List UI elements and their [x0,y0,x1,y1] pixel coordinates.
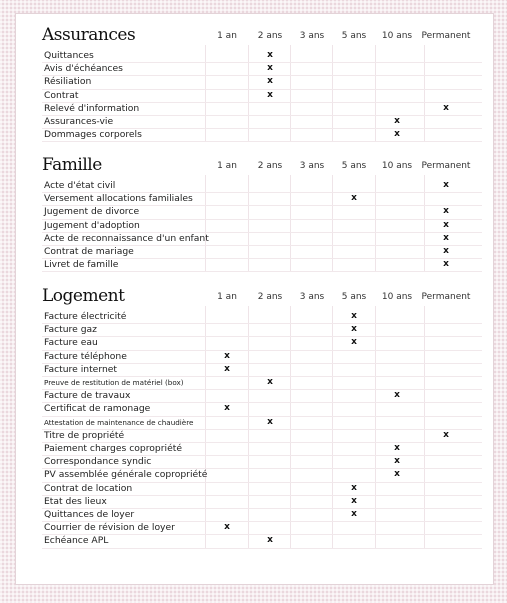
column-header: 3 ans [299,161,325,171]
table-row [16,232,493,245]
retention-mark: x [394,469,400,480]
table-row [16,258,493,271]
retention-mark: x [443,180,449,190]
table-row [16,89,493,102]
retention-mark: x [267,377,273,387]
row-label: Relevé d'information [44,102,140,114]
row-label: Facture gaz [44,324,97,336]
row-label: Paiement charges copropriété [44,443,182,454]
row-label: Courrier de révision de loyer [44,522,175,534]
retention-mark: x [267,416,273,427]
column-header: 1 an [217,161,237,171]
column-header: Permanent [421,292,471,302]
row-label: PV assemblée générale copropriété [44,469,208,481]
retention-mark: x [267,89,273,100]
table-row [16,376,493,389]
retention-mark: x [351,482,357,493]
table-row [16,102,493,115]
retention-mark: x [443,219,449,230]
retention-mark: x [224,403,230,414]
section-famille [16,155,493,275]
row-label: Livret de famille [44,259,119,271]
table-row [16,179,493,192]
column-header: 2 ans [257,31,283,41]
table-row [16,429,493,442]
retention-mark: x [443,429,449,440]
document-sheet [16,14,493,584]
row-label: Quittances de loyer [44,509,135,520]
retention-mark: x [267,50,273,60]
column-header: Permanent [421,161,471,171]
table-row [16,402,493,415]
table-row [16,389,493,402]
table-row [16,534,493,547]
column-header: 2 ans [257,161,283,171]
column-header: Permanent [421,31,471,41]
section-assurances [16,25,493,145]
retention-mark: x [394,390,400,401]
column-header: 3 ans [299,292,325,302]
retention-mark: x [394,116,400,126]
retention-mark: x [394,129,400,140]
table-row [16,363,493,376]
column-header: 10 ans [381,292,413,302]
retention-mark: x [443,259,449,270]
row-label: Facture de travaux [44,390,131,402]
retention-mark: x [267,76,273,87]
retention-mark: x [394,443,400,453]
row-label: Avis d'échéances [44,63,123,75]
table-row [16,482,493,495]
row-label: Etat des lieux [44,495,107,507]
row-label: Attestation de maintenance de chaudière [44,417,194,427]
row-divider [42,141,482,142]
table-row [16,416,493,429]
row-label: Acte d'état civil [44,180,116,191]
retention-mark: x [351,495,357,506]
table-row [16,468,493,481]
table-row [16,62,493,75]
retention-mark: x [443,232,449,243]
retention-mark: x [267,535,273,546]
section-title: Logement [42,286,125,306]
retention-mark: x [443,246,449,256]
table-row [16,455,493,468]
row-label: Jugement de divorce [44,206,140,218]
retention-mark: x [351,311,357,321]
retention-mark: x [351,509,357,519]
column-header: 1 an [217,31,237,41]
row-label: Facture téléphone [44,350,127,362]
retention-mark: x [394,456,400,467]
retention-mark: x [267,63,273,74]
table-row [16,245,493,258]
table-row [16,350,493,363]
table-row [16,521,493,534]
row-label: Contrat de mariage [44,246,134,257]
table-row [16,219,493,232]
row-label: Facture électricité [44,311,127,322]
row-label: Acte de reconnaissance d'un enfant [44,232,209,244]
table-row [16,192,493,205]
row-label: Facture internet [44,363,118,375]
table-row [16,495,493,508]
column-header: 2 ans [257,292,283,302]
section-title: Famille [42,155,102,175]
row-label: Assurances-vie [44,116,114,127]
retention-mark: x [224,522,230,533]
row-label: Résiliation [44,76,92,88]
column-header: 3 ans [299,31,325,41]
row-label: Titre de propriété [44,429,125,441]
row-divider [42,271,482,272]
table-row [16,310,493,323]
table-row [16,336,493,349]
retention-mark: x [351,324,357,335]
row-label: Contrat de location [44,482,133,494]
column-header: 5 ans [341,292,367,302]
row-label: Echéance APL [44,535,109,547]
retention-mark: x [224,350,230,361]
retention-mark: x [443,206,449,217]
retention-mark: x [224,363,230,374]
section-title: Assurances [42,25,136,45]
retention-mark: x [443,102,449,113]
table-row [16,115,493,128]
table-row [16,49,493,62]
column-header: 10 ans [381,161,413,171]
row-label: Preuve de restitution de matériel (box) [44,378,184,387]
column-header: 10 ans [381,31,413,41]
table-row [16,205,493,218]
row-label: Facture eau [44,337,98,349]
retention-mark: x [351,337,357,348]
row-label: Jugement d'adoption [44,219,140,231]
row-label: Dommages corporels [44,129,142,141]
table-row [16,128,493,141]
row-divider [42,548,482,549]
column-header: 1 an [217,292,237,302]
table-row [16,442,493,455]
row-label: Certificat de ramonage [44,403,151,415]
row-label: Contrat [44,89,79,101]
row-label: Correspondance syndic [44,456,152,468]
table-row [16,508,493,521]
table-row [16,75,493,88]
section-logement [16,286,493,552]
row-label: Quittances [44,50,94,61]
column-header: 5 ans [341,161,367,171]
table-row [16,323,493,336]
row-label: Versement allocations familiales [44,193,193,205]
column-header: 5 ans [341,31,367,41]
retention-mark: x [351,193,357,204]
